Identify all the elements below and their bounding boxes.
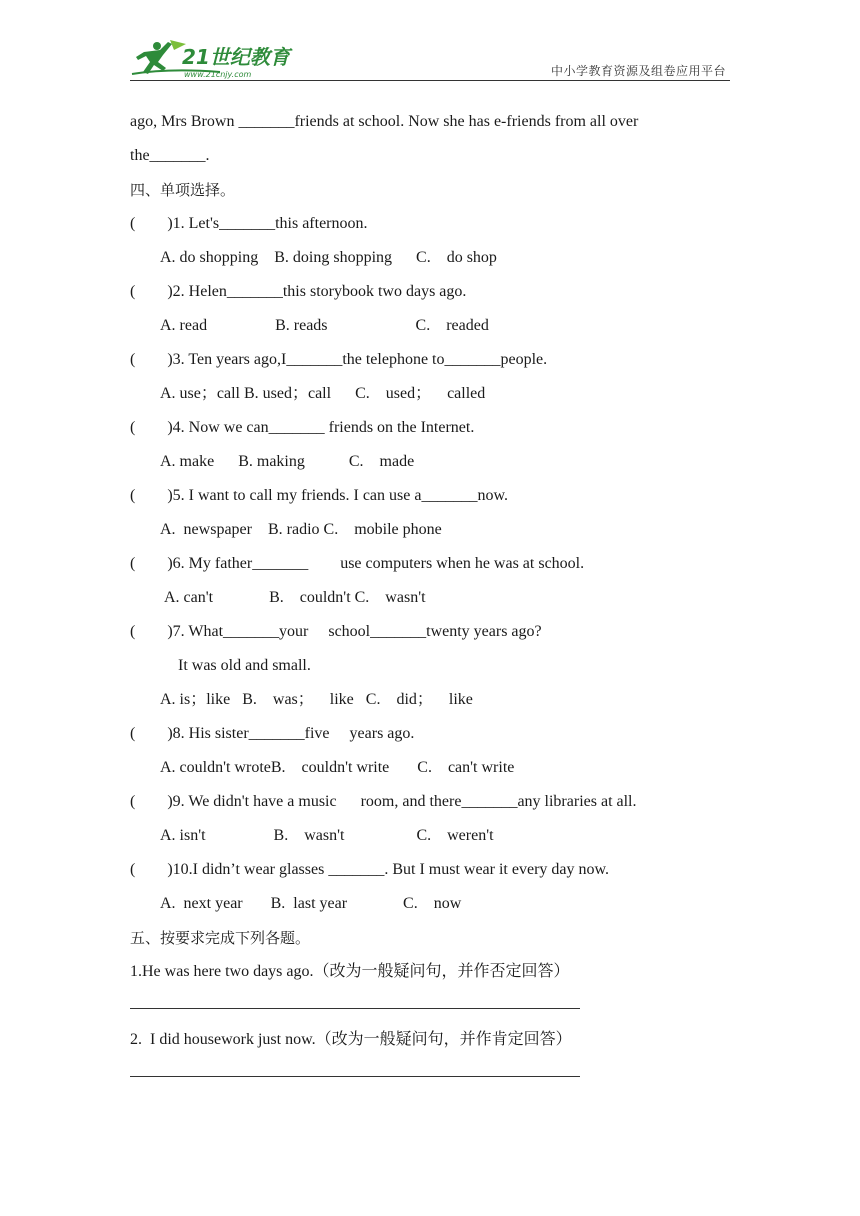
logo-21cnjy xyxy=(130,38,300,80)
q8-stem: ( )8. His sister_______five years ago. xyxy=(130,725,415,742)
section-5-title: 五、按要求完成下列各题。 xyxy=(130,929,311,947)
logo-url: www.21cnjy.com xyxy=(184,70,252,79)
q5-stem: ( )5. I want to call my friends. I can use a_______now. xyxy=(130,487,508,504)
q7-answer: It was old and small. xyxy=(178,657,311,674)
q4-options: A. make B. making C. made xyxy=(160,453,415,470)
q7-stem: ( )7. What_______your school_______twenty years ago? xyxy=(130,623,542,640)
answer-line-1 xyxy=(130,1008,580,1009)
q9-options: A. isn't B. wasn't C. weren't xyxy=(160,827,494,844)
q8-options: A. couldn't wroteB. couldn't write C. can't write xyxy=(160,759,515,776)
q9-stem: ( )9. We didn't have a music room, and there_______any libraries at all. xyxy=(130,793,637,810)
q1-options: A. do shopping B. doing shopping C. do shop xyxy=(160,249,497,266)
q3-stem: ( )3. Ten years ago,I_______the telephone to_______people. xyxy=(130,351,548,368)
q6-stem: ( )6. My father_______ use computers when he was at school. xyxy=(130,555,585,572)
page-header xyxy=(130,34,730,82)
q3-options: A. use；call B. used；call C. used； called xyxy=(160,385,486,402)
logo-text: 21世纪教育 xyxy=(182,45,290,69)
q10-options: A. next year B. last year C. now xyxy=(160,895,462,912)
q1-stem: ( )1. Let's_______this afternoon. xyxy=(130,215,368,232)
q2-stem: ( )2. Helen_______this storybook two days ago. xyxy=(130,283,467,300)
header-divider xyxy=(130,80,730,81)
section-4-title: 四、单项选择。 xyxy=(130,181,236,199)
q4-stem: ( )4. Now we can_______ friends on the Internet. xyxy=(130,419,475,436)
intro-line-1: ago, Mrs Brown _______friends at school. Now she has e-friends from all over xyxy=(130,113,639,130)
q6-options: A. can't B. couldn't C. wasn't xyxy=(164,589,426,606)
q10-stem: ( )10.I didn’t wear glasses _______. But I must wear it every day now. xyxy=(130,861,610,878)
answer-line-2 xyxy=(130,1076,580,1077)
header-platform-name: 中小学教育资源及组卷应用平台 xyxy=(550,64,726,78)
section-5-item-2: 2. I did housework just now.（改为一般疑问句，并作肯定回答） xyxy=(130,1031,572,1048)
section-5-item-1: 1.He was here two days ago.（改为一般疑问句，并作否定回答） xyxy=(130,963,570,980)
q7-options: A. is；like B. was； like C. did； like xyxy=(160,691,473,708)
q2-options: A. read B. reads C. readed xyxy=(160,317,489,334)
intro-line-2: the_______. xyxy=(130,147,210,164)
q5-options: A. newspaper B. radio C. mobile phone xyxy=(160,521,442,538)
